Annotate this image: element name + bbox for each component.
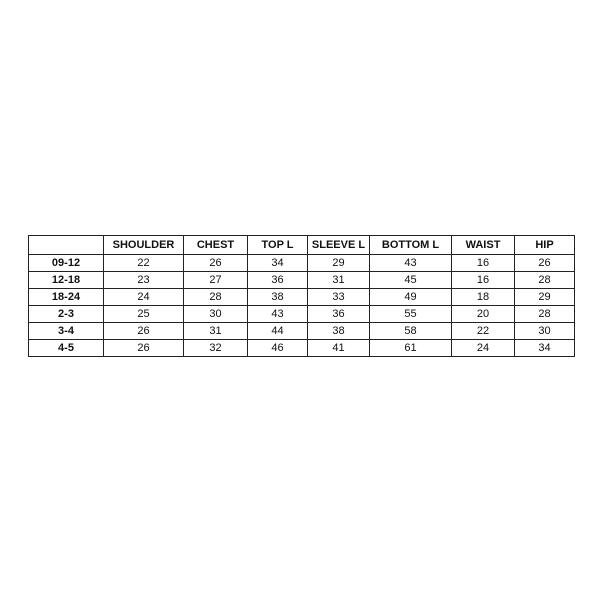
table-cell: 25 — [104, 306, 184, 323]
table-body — [29, 255, 575, 357]
table-cell: 24 — [104, 289, 184, 306]
table-cell: 32 — [184, 340, 248, 357]
row-size-label: 09-12 — [29, 255, 104, 272]
table-cell: 30 — [184, 306, 248, 323]
column-header-shoulder: SHOULDER — [104, 236, 184, 255]
table-row — [29, 255, 575, 272]
table-cell: 41 — [308, 340, 370, 357]
table-cell: 26 — [515, 255, 575, 272]
column-header-bottom-length: BOTTOM L — [370, 236, 452, 255]
table-cell: 43 — [248, 306, 308, 323]
row-size-label: 2-3 — [29, 306, 104, 323]
header-row — [29, 236, 575, 255]
table-cell: 28 — [515, 306, 575, 323]
row-size-label: 4-5 — [29, 340, 104, 357]
table-cell: 45 — [370, 272, 452, 289]
table-cell: 26 — [104, 340, 184, 357]
table-cell: 28 — [184, 289, 248, 306]
table-cell: 34 — [248, 255, 308, 272]
table-cell: 16 — [452, 272, 515, 289]
table-row — [29, 306, 575, 323]
table-cell: 43 — [370, 255, 452, 272]
table-cell: 38 — [248, 289, 308, 306]
table-cell: 16 — [452, 255, 515, 272]
table-cell: 27 — [184, 272, 248, 289]
table-row — [29, 340, 575, 357]
table-cell: 23 — [104, 272, 184, 289]
table-cell: 18 — [452, 289, 515, 306]
table-cell: 29 — [308, 255, 370, 272]
row-size-label: 3-4 — [29, 323, 104, 340]
table-cell: 33 — [308, 289, 370, 306]
column-header-hip: HIP — [515, 236, 575, 255]
table-cell: 28 — [515, 272, 575, 289]
column-header-waist: WAIST — [452, 236, 515, 255]
table-row — [29, 323, 575, 340]
table-row — [29, 272, 575, 289]
table-cell: 26 — [184, 255, 248, 272]
table-cell: 61 — [370, 340, 452, 357]
table-cell: 36 — [248, 272, 308, 289]
table-cell: 36 — [308, 306, 370, 323]
table-cell: 34 — [515, 340, 575, 357]
table-cell: 24 — [452, 340, 515, 357]
size-chart-table — [28, 235, 575, 357]
table-cell: 38 — [308, 323, 370, 340]
table-cell: 55 — [370, 306, 452, 323]
column-header-top-length: TOP L — [248, 236, 308, 255]
row-size-label: 18-24 — [29, 289, 104, 306]
table-cell: 44 — [248, 323, 308, 340]
table-cell: 26 — [104, 323, 184, 340]
table-row — [29, 289, 575, 306]
table-cell: 31 — [184, 323, 248, 340]
table-cell: 29 — [515, 289, 575, 306]
table-cell: 31 — [308, 272, 370, 289]
table-cell: 46 — [248, 340, 308, 357]
row-size-label: 12-18 — [29, 272, 104, 289]
table-cell: 20 — [452, 306, 515, 323]
table-cell: 58 — [370, 323, 452, 340]
table-cell: 22 — [104, 255, 184, 272]
column-header-sleeve-length: SLEEVE L — [308, 236, 370, 255]
table-cell: 49 — [370, 289, 452, 306]
table-header — [29, 236, 575, 255]
table-cell: 30 — [515, 323, 575, 340]
table-cell: 22 — [452, 323, 515, 340]
column-header-chest: CHEST — [184, 236, 248, 255]
corner-cell — [29, 236, 104, 255]
